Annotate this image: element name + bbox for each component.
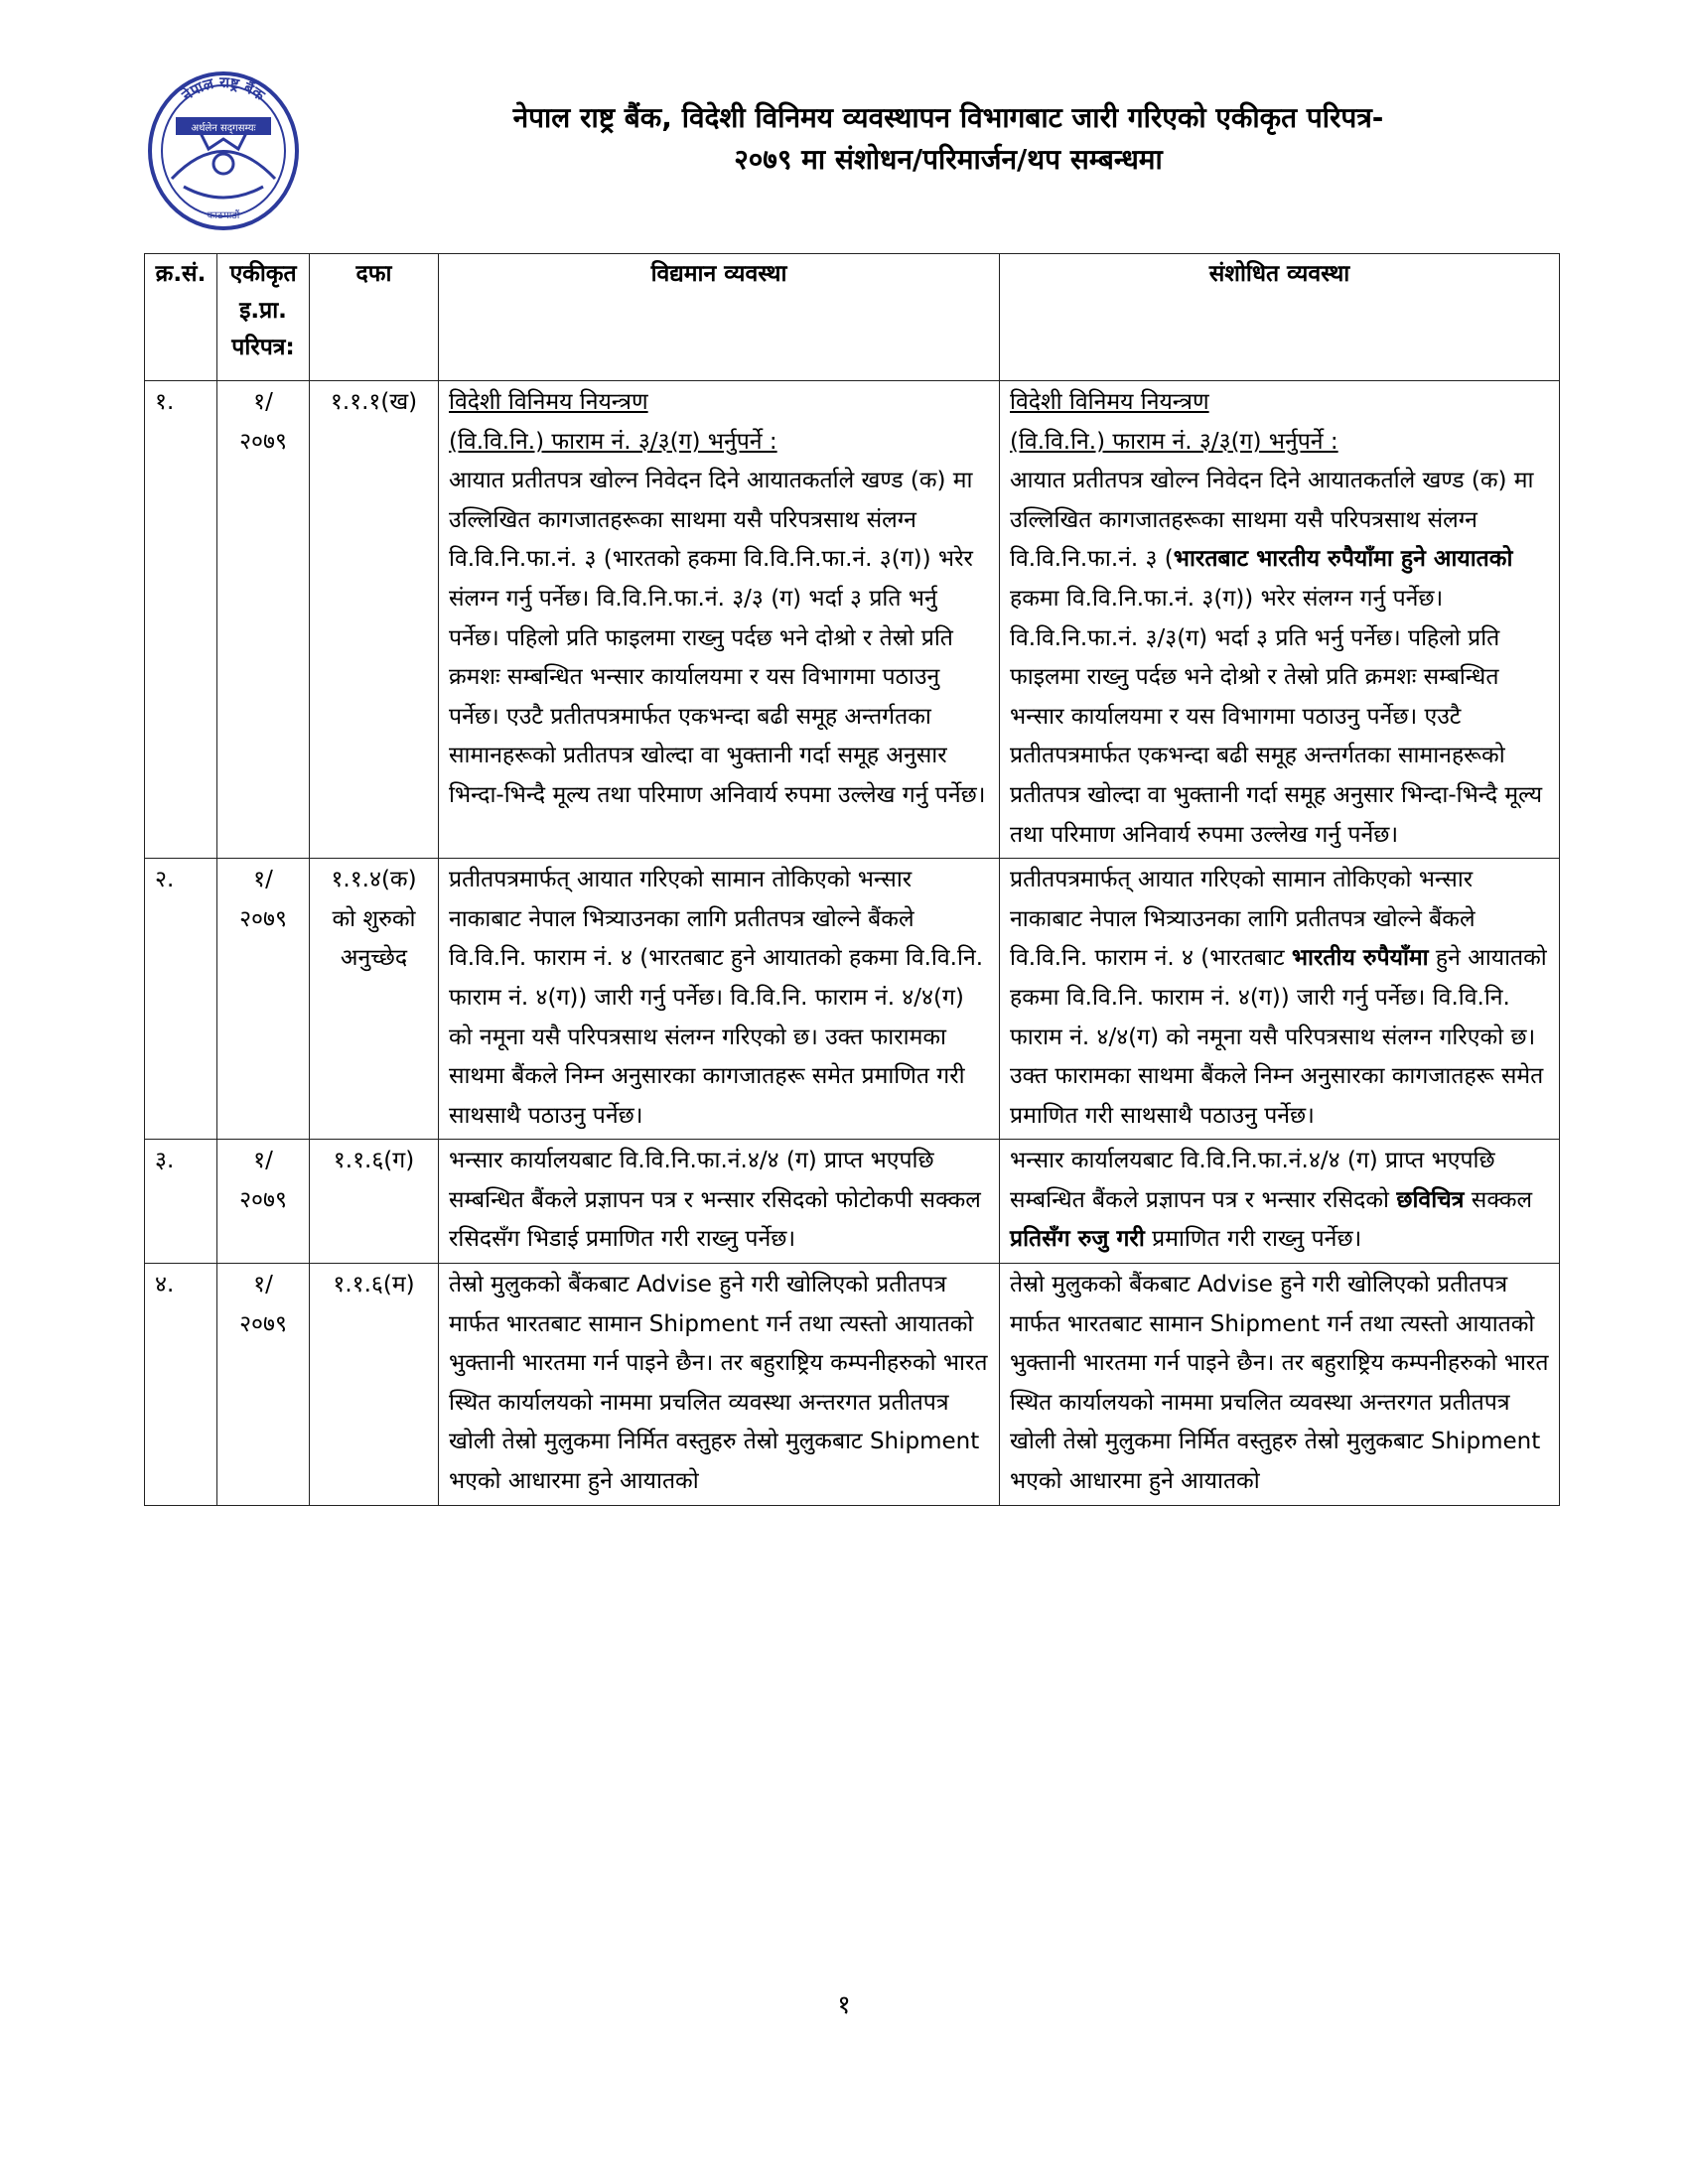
amended-text-bold: भारतीय रुपैयाँमा [1291, 945, 1429, 972]
amended-text-part: प्रतीतपत्रमार्फत् आयात गरिएको सामान तोकिएको भन्सार नाकाबाट नेपाल भित्र्याउनका लागि प्रतीतपत्र खोल्ने बैंकले वि.वि.नि. फाराम नं. ४ (भारतबाट [1010, 867, 1476, 972]
row-section: १.१.६(ग) [310, 1140, 439, 1264]
circular-year: २०७९ [239, 905, 287, 932]
svg-text:नेपाल राष्ट्र बैंक [178, 73, 269, 105]
table-row [145, 381, 1560, 859]
table-header-row [145, 254, 1560, 381]
header-circular: एकीकृत इ.प्रा. परिपत्र: [217, 254, 310, 381]
row-sn: ४. [145, 1264, 217, 1506]
amended-text-part: प्रमाणित गरी राख्नु पर्नेछ। [1144, 1226, 1362, 1253]
header-sn: क्र.सं. [145, 254, 217, 381]
circular-number: १/ [253, 1272, 273, 1298]
amended-text-part: आयात प्रतीतपत्र खोल्न निवेदन दिने आयातकर्ताले खण्ड (क) मा उल्लिखित कागजातहरूका साथमा यसै परिपत्रसाथ संलग्न वि.वि.नि.फा.नं. ३ ( [1010, 468, 1534, 573]
existing-heading-1: विदेशी विनिमय नियन्त्रण [449, 389, 648, 415]
row-circular [217, 381, 310, 859]
row-section: १.१.६(म) [310, 1264, 439, 1506]
header-amended-provision: संशोधित व्यवस्था [1000, 254, 1560, 381]
circular-number: १/ [253, 389, 273, 415]
circular-year: २०७९ [239, 428, 287, 455]
row-amended-provision [1000, 381, 1560, 859]
row-existing-provision [439, 381, 1000, 859]
amended-text-bold: भारतबाट भारतीय रुपैयाँमा हुने आयातको [1173, 546, 1513, 573]
amended-text-2: वि.वि.नि.फा.नं. ३/३(ग) भर्दा ३ प्रति भर्नु पर्नेछ। पहिलो प्रति फाइलमा राख्नु पर्दछ भने दोश्रो र तेस्रो प्रति क्रमशः सम्बन्धित भन्सार कार्यालयमा र यस विभागमा पठाउनु पर्नेछ। एउटै प्रतीतपत्रमार्फत एकभन्दा बढी समूह अन्तर्गतका सामानहरूको प्रतीतपत्र खोल्दा वा भुक्तानी गर्दा समूह अनुसार भिन्दा-भिन्दै मूल्य तथा परिमाण अनिवार्य रुपमा उल्लेख गर्नु पर्नेछ। [1010, 624, 1543, 848]
title-line-2: २०७९ मा संशोधन/परिमार्जन/थप सम्बन्धमा [734, 143, 1163, 176]
header-existing-provision: विद्यमान व्यवस्था [439, 254, 1000, 381]
circular-number: १/ [253, 1148, 273, 1174]
amended-text-part: हकमा वि.वि.नि.फा.नं. ३(ग)) भरेर संलग्न गर्नु पर्नेछ। [1010, 585, 1444, 612]
row-amended-provision [1000, 859, 1560, 1140]
row-sn: ३. [145, 1140, 217, 1264]
circular-year: २०७९ [239, 1310, 287, 1337]
nepal-rastra-bank-seal-icon [144, 69, 303, 243]
seal-top-text: नेपाल राष्ट्र बैंक [178, 72, 269, 105]
existing-heading-2: (वि.वि.नि.) फाराम नं. ३/३(ग) भर्नुपर्ने : [449, 428, 777, 455]
row-existing-provision: तेस्रो मुलुकको बैंकबाट Advise हुने गरी खोलिएको प्रतीतपत्र मार्फत भारतबाट सामान Shipment गर्न तथा त्यस्तो आयातको भुक्तानी भारतमा गर्न पाइने छैन। तर बहुराष्ट्रिय कम्पनीहरुको भारत स्थित कार्यालयको नाममा प्रचलित व्यवस्था अन्तरगत प्रतीतपत्र खोली तेस्रो मुलुकमा निर्मित वस्तुहरु तेस्रो मुलुकबाट Shipment भएको आधारमा हुने आयातको [439, 1264, 1000, 1506]
seal-motto: अर्थलेन सद्‌गसम्यः [191, 123, 256, 134]
table-row [145, 1264, 1560, 1506]
amended-heading-1: विदेशी विनिमय नियन्त्रण [1010, 389, 1209, 415]
row-circular [217, 859, 310, 1140]
amended-text-bold: प्रतिसँग रुजु गरी [1010, 1226, 1145, 1253]
row-sn: २. [145, 859, 217, 1140]
amended-text-bold: छविचित्र [1396, 1186, 1465, 1213]
row-circular [217, 1264, 310, 1506]
circular-number: १/ [253, 867, 273, 893]
amended-text-part: सक्कल [1464, 1186, 1533, 1213]
amended-text-part: भन्सार कार्यालयबाट वि.वि.नि.फा.नं.४/४ (ग) प्राप्त भएपछि सम्बन्धित बैंकले प्रज्ञापन पत्र र भन्सार रसिदको [1010, 1148, 1495, 1213]
row-existing-provision: प्रतीतपत्रमार्फत् आयात गरिएको सामान तोकिएको भन्सार नाकाबाट नेपाल भित्र्याउनका लागि प्रतीतपत्र खोल्ने बैंकले वि.वि.नि. फाराम नं. ४ (भारतबाट हुने आयातको हकमा वि.वि.नि. फाराम नं. ४(ग)) जारी गर्नु पर्नेछ। वि.वि.नि. फाराम नं. ४/४(ग) को नमूना यसै परिपत्रसाथ संलग्न गरिएको छ। उक्त फारामका साथमा बैंकले निम्न अनुसारका कागजातहरू समेत प्रमाणित गरी साथसाथै पठाउनु पर्नेछ। [439, 859, 1000, 1140]
amended-heading-2: (वि.वि.नि.) फाराम नं. ३/३(ग) भर्नुपर्ने : [1010, 428, 1338, 455]
row-section: १.१.४(क) को शुरुको अनुच्छेद [310, 859, 439, 1140]
circular-year: २०७९ [239, 1186, 287, 1213]
table-row [145, 859, 1560, 1140]
row-circular [217, 1140, 310, 1264]
row-existing-provision: भन्सार कार्यालयबाट वि.वि.नि.फा.नं.४/४ (ग) प्राप्त भएपछि सम्बन्धित बैंकले प्रज्ञापन पत्र र भन्सार रसिदको फोटोकपी सक्कल रसिदसँग भिडाई प्रमाणित गरी राख्नु पर्नेछ। [439, 1140, 1000, 1264]
row-section: १.१.१(ख) [310, 381, 439, 859]
amendment-table [144, 253, 1560, 1506]
amended-text [1010, 462, 1549, 618]
title-line-1: नेपाल राष्ट्र बैंक, विदेशी विनिमय व्यवस्थापन विभागबाट जारी गरिएको एकीकृत परिपत्र- [512, 101, 1384, 134]
seal-bottom-text: काठमाडौं [207, 210, 240, 221]
document-header [144, 69, 1554, 268]
table-row [145, 1140, 1560, 1264]
page-number: १ [837, 1990, 851, 2020]
amended-text-part: हुने आयातको हकमा वि.वि.नि. फाराम नं. ४(ग)) जारी गर्नु पर्नेछ। वि.वि.नि. फाराम नं. ४/४(ग) को नमूना यसै परिपत्रसाथ संलग्न गरिएको छ। उक्त फारामका साथमा बैंकले निम्न अनुसारका कागजातहरू समेत प्रमाणित गरी साथसाथै पठाउनु पर्नेछ। [1010, 945, 1547, 1129]
existing-text: आयात प्रतीतपत्र खोल्न निवेदन दिने आयातकर्ताले खण्ड (क) मा उल्लिखित कागजातहरूका साथमा यसै परिपत्रसाथ संलग्न वि.वि.नि.फा.नं. ३ (भारतको हकमा वि.वि.नि.फा.नं. ३(ग)) भरेर संलग्न गर्नु पर्नेछ। वि.वि.नि.फा.नं. ३/३ (ग) भर्दा ३ प्रति भर्नु पर्नेछ। पहिलो प्रति फाइलमा राख्नु पर्दछ भने दोश्रो र तेस्रो प्रति क्रमशः सम्बन्धित भन्सार कार्यालयमा र यस विभागमा पठाउनु पर्नेछ। एउटै प्रतीतपत्रमार्फत एकभन्दा बढी समूह अन्तर्गतका सामानहरूको प्रतीतपत्र खोल्दा वा भुक्तानी गर्दा समूह अनुसार भिन्दा-भिन्दै मूल्य तथा परिमाण अनिवार्य रुपमा उल्लेख गर्नु पर्नेछ। [449, 468, 986, 808]
row-amended-provision [1000, 1140, 1560, 1264]
header-section: दफा [310, 254, 439, 381]
row-sn: १. [145, 381, 217, 859]
page-title [343, 97, 1554, 181]
row-amended-provision: तेस्रो मुलुकको बैंकबाट Advise हुने गरी खोलिएको प्रतीतपत्र मार्फत भारतबाट सामान Shipment गर्न तथा त्यस्तो आयातको भुक्तानी भारतमा गर्न पाइने छैन। तर बहुराष्ट्रिय कम्पनीहरुको भारत स्थित कार्यालयको नाममा प्रचलित व्यवस्था अन्तरगत प्रतीतपत्र खोली तेस्रो मुलुकमा निर्मित वस्तुहरु तेस्रो मुलुकबाट Shipment भएको आधारमा हुने आयातको [1000, 1264, 1560, 1506]
